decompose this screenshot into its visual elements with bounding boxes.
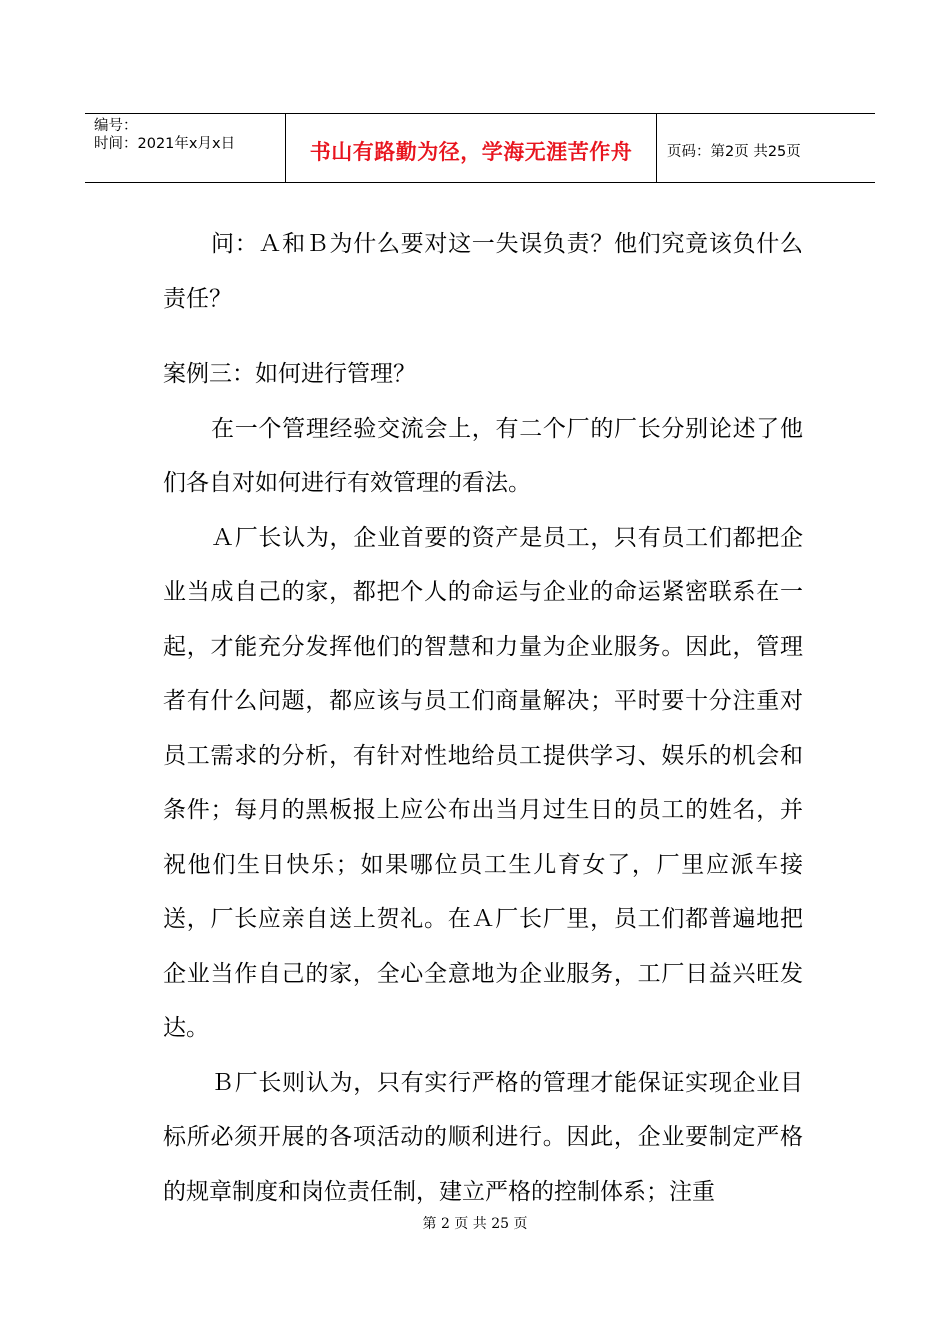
page-footer: 第 2 页 共 25 页	[422, 1216, 528, 1232]
intro-paragraph: 在一个管理经验交流会上，有二个厂的厂长分别论述了他们各自对如何进行有效管理的看法。	[163, 415, 803, 496]
number-label: 编号：	[94, 118, 138, 134]
header-page-cell	[657, 114, 875, 182]
factory-b-paragraph: Ｂ厂长则认为，只有实行严格的管理才能保证实现企业目标所必须开展的各项活动的顺利进行。因此，企业要制定严格的规章制度和岗位责任制，建立严格的控制体系；注重	[163, 1069, 803, 1205]
header-page-label: 页码：第2页 共25页	[667, 144, 801, 160]
case-heading: 案例三：如何进行管理？	[163, 361, 416, 387]
header-motto-cell	[285, 114, 657, 182]
factory-a-paragraph: Ａ厂长认为，企业首要的资产是员工，只有员工们都把企业当成自己的家，都把个人的命运与企业的命运紧密联系在一起，才能充分发挥他们的智慧和力量为企业服务。因此，管理者有什么问题，都应该与员工们商量解决；平时要十分注重对员工需求的分析，有针对性地给员工提供学习、娱乐的机会和条件；每月的黑板报上应公布出当月过生日的员工的姓名，并祝他们生日快乐；如果哪位员工生儿育女了，厂里应派车接送，厂长应亲自送上贺礼。在Ａ厂长厂里，员工们都普遍地把企业当作自己的家，全心全意地为企业服务，工厂日益兴旺发达。	[163, 524, 803, 1041]
motto: 书山有路勤为径，学海无涯苦作舟	[309, 140, 633, 164]
date-label: 时间：2021年x月x日	[94, 136, 236, 152]
document-body	[163, 217, 803, 1219]
question-paragraph: 问：Ａ和Ｂ为什么要对这一失误负责？他们究竟该负什么责任？	[163, 231, 803, 312]
header-meta	[85, 114, 285, 182]
page-header	[85, 113, 875, 183]
